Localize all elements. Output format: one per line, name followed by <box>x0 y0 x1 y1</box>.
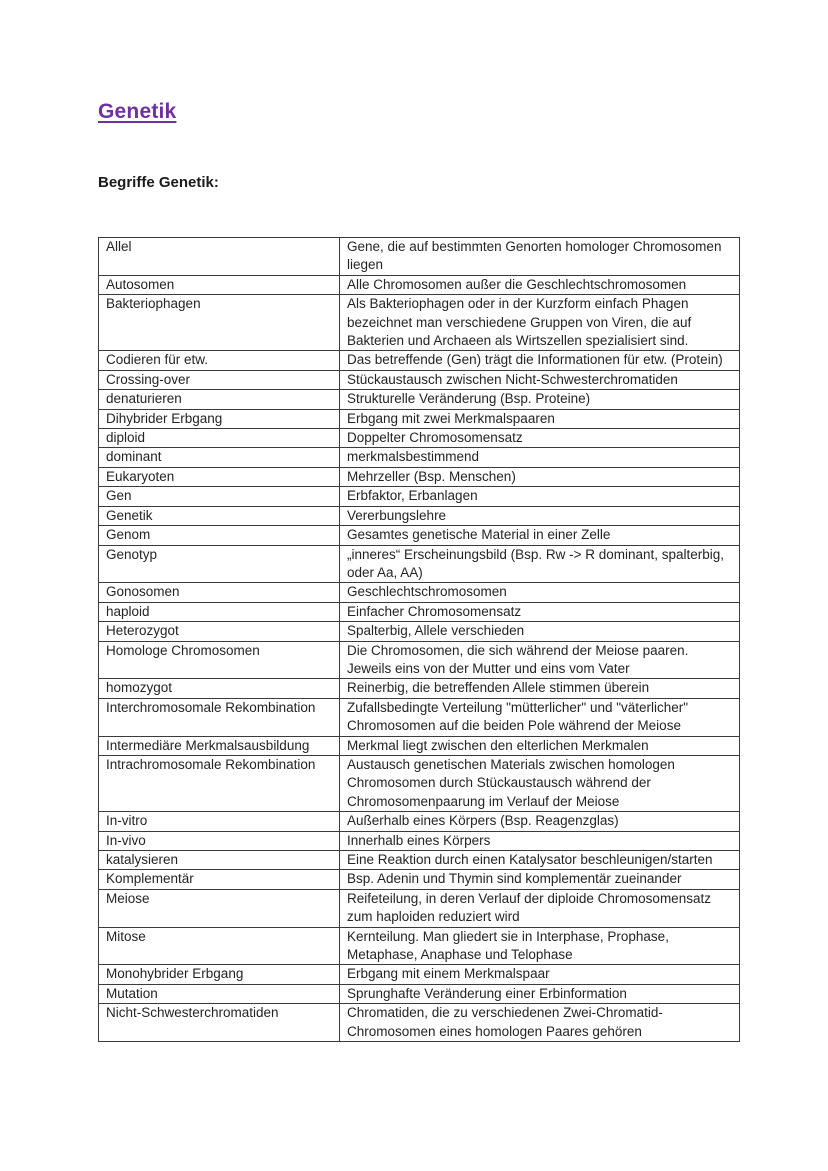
page-title: Genetik <box>98 100 177 123</box>
table-row <box>99 429 740 448</box>
term-cell: Dihybrider Erbgang <box>99 409 340 428</box>
term-cell: Interchromosomale Rekombination <box>99 698 340 736</box>
glossary-table-body <box>99 238 740 1042</box>
term-cell: Komplementär <box>99 870 340 889</box>
definition-cell: Erbfaktor, Erbanlagen <box>340 487 740 506</box>
table-row <box>99 448 740 467</box>
table-row <box>99 351 740 370</box>
table-row <box>99 679 740 698</box>
glossary-table <box>98 237 740 1042</box>
term-cell: In-vitro <box>99 812 340 831</box>
section-heading: Begriffe Genetik: <box>98 174 219 191</box>
definition-cell: Gene, die auf bestimmten Genorten homologer Chromosomen liegen <box>340 238 740 276</box>
table-row <box>99 583 740 602</box>
term-cell: Genetik <box>99 506 340 525</box>
table-row <box>99 506 740 525</box>
term-cell: Codieren für etw. <box>99 351 340 370</box>
definition-cell: Als Bakteriophagen oder in der Kurzform einfach Phagen bezeichnet man verschiedene Gruppen von Viren, die auf Bakterien und Archaeen als Wirtszellen spezialisiert sind. <box>340 295 740 351</box>
definition-cell: Vererbungslehre <box>340 506 740 525</box>
definition-cell: Kernteilung. Man gliedert sie in Interphase, Prophase, Metaphase, Anaphase und Telophase <box>340 927 740 965</box>
definition-cell: Doppelter Chromosomensatz <box>340 429 740 448</box>
definition-cell: Merkmal liegt zwischen den elterlichen Merkmalen <box>340 736 740 755</box>
definition-cell: „inneres“ Erscheinungsbild (Bsp. Rw -> R dominant, spalterbig, oder Aa, AA) <box>340 545 740 583</box>
table-row <box>99 889 740 927</box>
definition-cell: Das betreffende (Gen) trägt die Informationen für etw. (Protein) <box>340 351 740 370</box>
term-cell: Meiose <box>99 889 340 927</box>
term-cell: Gonosomen <box>99 583 340 602</box>
table-row <box>99 851 740 870</box>
definition-cell: Chromatiden, die zu verschiedenen Zwei-Chromatid-Chromosomen eines homologen Paares gehören <box>340 1004 740 1042</box>
definition-cell: Austausch genetischen Materials zwischen homologen Chromosomen durch Stückaustausch während der Chromosomenpaarung im Verlauf der Meiose <box>340 755 740 811</box>
definition-cell: Alle Chromosomen außer die Geschlechtschromosomen <box>340 275 740 294</box>
term-cell: Bakteriophagen <box>99 295 340 351</box>
term-cell: Genotyp <box>99 545 340 583</box>
definition-cell: Reifeteilung, in deren Verlauf der diploide Chromosomensatz zum haploiden reduziert wird <box>340 889 740 927</box>
term-cell: Nicht-Schwesterchromatiden <box>99 1004 340 1042</box>
term-cell: In-vivo <box>99 831 340 850</box>
definition-cell: Reinerbig, die betreffenden Allele stimmen überein <box>340 679 740 698</box>
table-row <box>99 1004 740 1042</box>
table-row <box>99 812 740 831</box>
table-row <box>99 984 740 1003</box>
definition-cell: Einfacher Chromosomensatz <box>340 602 740 621</box>
term-cell: Monohybrider Erbgang <box>99 965 340 984</box>
term-cell: Gen <box>99 487 340 506</box>
term-cell: Genom <box>99 526 340 545</box>
table-row <box>99 526 740 545</box>
table-row <box>99 602 740 621</box>
table-row <box>99 238 740 276</box>
term-cell: denaturieren <box>99 390 340 409</box>
definition-cell: Sprunghafte Veränderung einer Erbinformation <box>340 984 740 1003</box>
table-row <box>99 370 740 389</box>
table-row <box>99 831 740 850</box>
table-row <box>99 870 740 889</box>
definition-cell: Erbgang mit einem Merkmalspaar <box>340 965 740 984</box>
definition-cell: Außerhalb eines Körpers (Bsp. Reagenzglas) <box>340 812 740 831</box>
term-cell: Intrachromosomale Rekombination <box>99 755 340 811</box>
term-cell: Autosomen <box>99 275 340 294</box>
definition-cell: Gesamtes genetische Material in einer Zelle <box>340 526 740 545</box>
term-cell: Allel <box>99 238 340 276</box>
term-cell: Crossing-over <box>99 370 340 389</box>
term-cell: Eukaryoten <box>99 467 340 486</box>
table-row <box>99 927 740 965</box>
definition-cell: merkmalsbestimmend <box>340 448 740 467</box>
table-row <box>99 487 740 506</box>
term-cell: Mutation <box>99 984 340 1003</box>
definition-cell: Geschlechtschromosomen <box>340 583 740 602</box>
table-row <box>99 641 740 679</box>
table-row <box>99 545 740 583</box>
table-row <box>99 295 740 351</box>
term-cell: Heterozygot <box>99 622 340 641</box>
term-cell: Intermediäre Merkmalsausbildung <box>99 736 340 755</box>
term-cell: Mitose <box>99 927 340 965</box>
definition-cell: Spalterbig, Allele verschieden <box>340 622 740 641</box>
definition-cell: Zufallsbedingte Verteilung "mütterlicher" und "väterlicher" Chromosomen auf die beiden Pole während der Meiose <box>340 698 740 736</box>
definition-cell: Erbgang mit zwei Merkmalspaaren <box>340 409 740 428</box>
table-row <box>99 698 740 736</box>
term-cell: katalysieren <box>99 851 340 870</box>
definition-cell: Mehrzeller (Bsp. Menschen) <box>340 467 740 486</box>
definition-cell: Strukturelle Veränderung (Bsp. Proteine) <box>340 390 740 409</box>
definition-cell: Die Chromosomen, die sich während der Meiose paaren. Jeweils eins von der Mutter und eins vom Vater <box>340 641 740 679</box>
table-row <box>99 275 740 294</box>
table-row <box>99 736 740 755</box>
term-cell: Homologe Chromosomen <box>99 641 340 679</box>
term-cell: diploid <box>99 429 340 448</box>
definition-cell: Bsp. Adenin und Thymin sind komplementär zueinander <box>340 870 740 889</box>
table-row <box>99 409 740 428</box>
term-cell: dominant <box>99 448 340 467</box>
table-row <box>99 390 740 409</box>
table-row <box>99 965 740 984</box>
definition-cell: Eine Reaktion durch einen Katalysator beschleunigen/starten <box>340 851 740 870</box>
term-cell: homozygot <box>99 679 340 698</box>
table-row <box>99 622 740 641</box>
term-cell: haploid <box>99 602 340 621</box>
table-row <box>99 467 740 486</box>
definition-cell: Stückaustausch zwischen Nicht-Schwesterchromatiden <box>340 370 740 389</box>
definition-cell: Innerhalb eines Körpers <box>340 831 740 850</box>
table-row <box>99 755 740 811</box>
